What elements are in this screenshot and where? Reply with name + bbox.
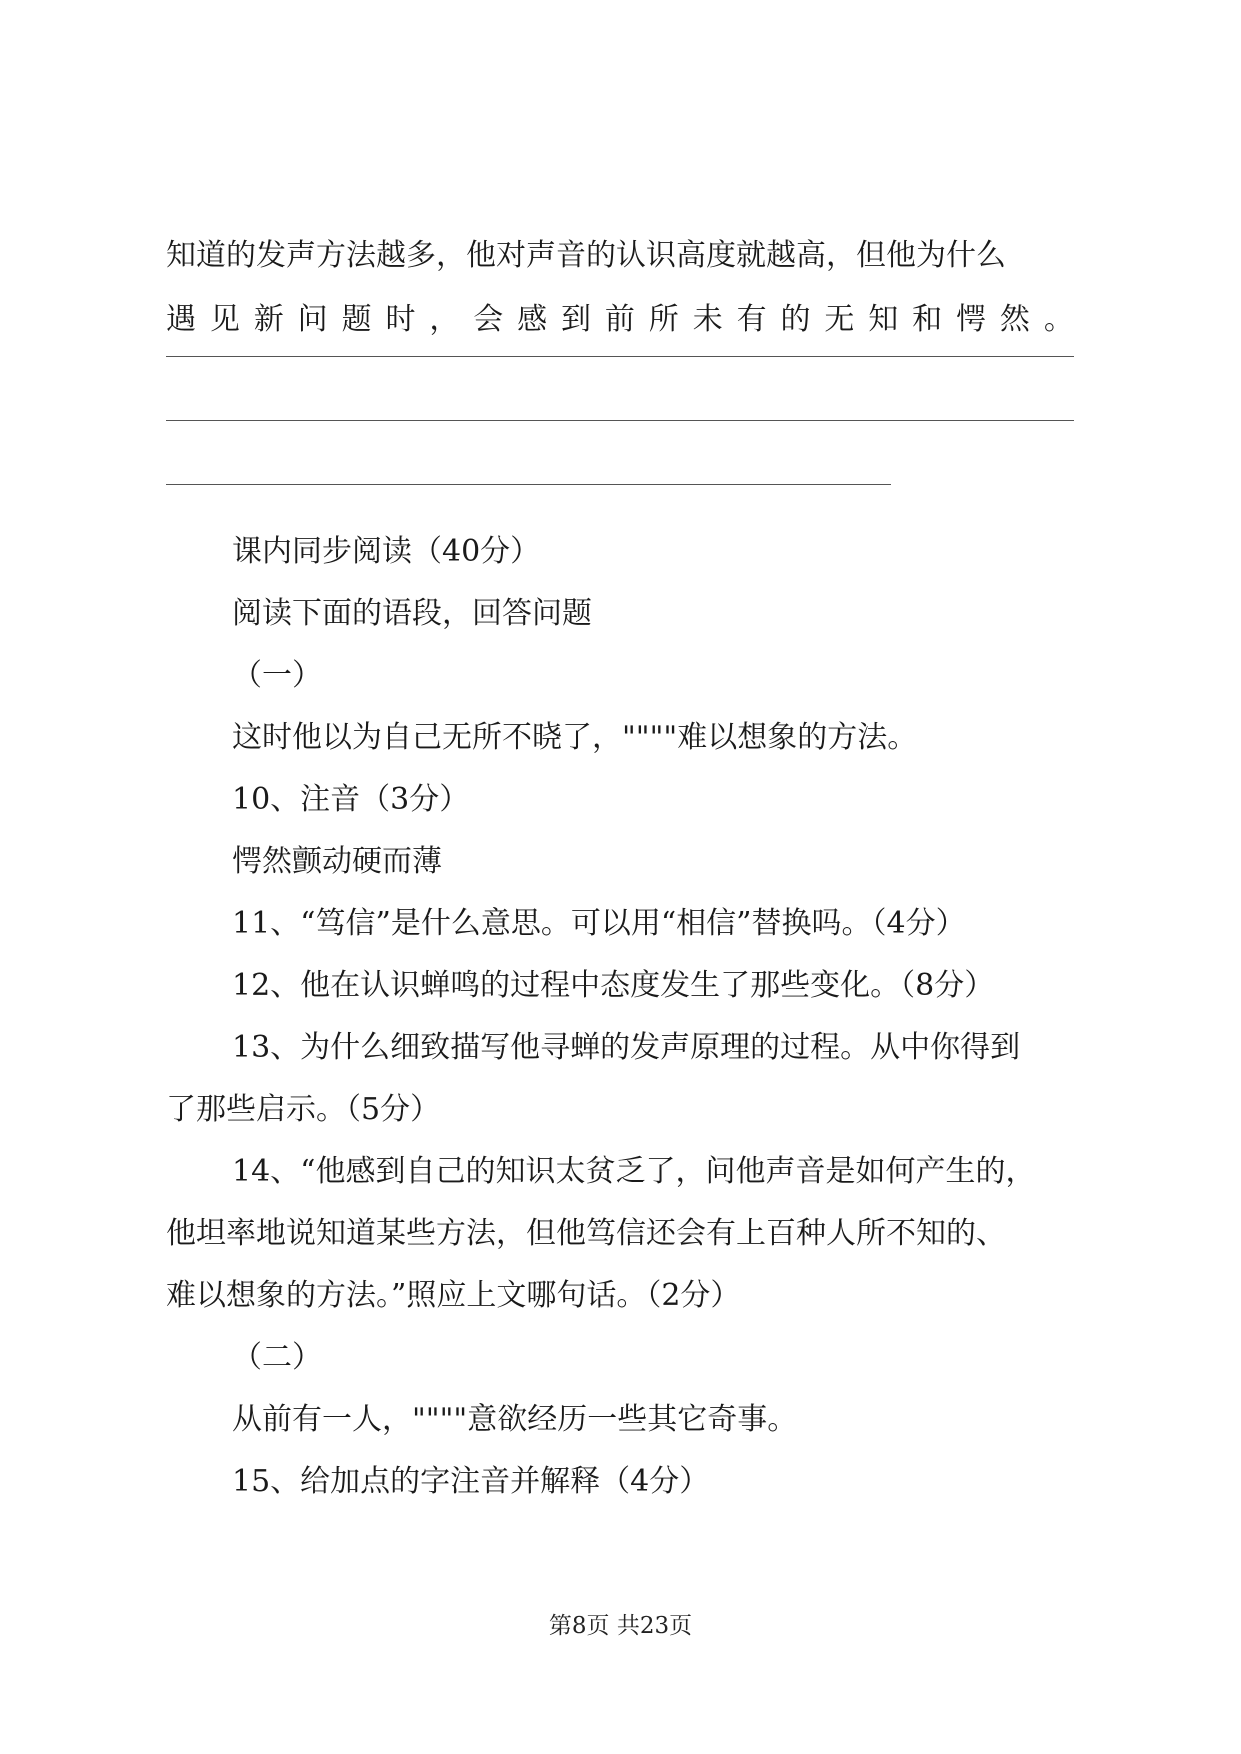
body-text-line: 知道的发声方法越多，他对声音的认识高度就越高，但他为什么: [166, 238, 1006, 273]
passage-excerpt: 这时他以为自己无所不晓了，""""难以想象的方法。: [232, 720, 918, 755]
question-13: 13、为什么细致描写他寻蝉的发声原理的过程。从中你得到: [232, 1030, 1021, 1065]
subsection-label: （二）: [232, 1340, 322, 1375]
question-14-continued: 他坦率地说知道某些方法，但他笃信还会有上百种人所不知的、: [166, 1216, 1006, 1251]
question-15: 15、给加点的字注音并解释（4分）: [232, 1464, 710, 1499]
question-10: 10、注音（3分）: [232, 782, 470, 817]
question-12: 12、他在认识蝉鸣的过程中态度发生了那些变化。（8分）: [232, 968, 995, 1003]
answer-blank-line: [166, 356, 1074, 357]
instruction-text: 阅读下面的语段，回答问题: [232, 596, 592, 631]
pinyin-words: 愕然颤动硬而薄: [232, 844, 442, 879]
answer-blank-line: [166, 484, 891, 485]
question-14: 14、“他感到自己的知识太贫乏了，问他声音是如何产生的，: [232, 1154, 1036, 1189]
section-heading: 课内同步阅读（40分）: [232, 534, 541, 569]
page-footer: 第8页 共23页: [548, 1613, 693, 1639]
body-text-line-justified: 遇 见 新 问 题 时 ， 会 感 到 前 所 未 有 的 无 知 和 愕 然 。: [166, 302, 1074, 337]
question-14-continued: 难以想象的方法。”照应上文哪句话。（2分）: [166, 1278, 741, 1313]
answer-blank-line: [166, 420, 1074, 421]
question-13-continued: 了那些启示。（5分）: [166, 1092, 441, 1127]
subsection-label: （一）: [232, 658, 322, 693]
passage-excerpt: 从前有一人，""""意欲经历一些其它奇事。: [232, 1402, 798, 1437]
question-11: 11、“笃信”是什么意思。可以用“相信”替换吗。（4分）: [232, 906, 966, 941]
